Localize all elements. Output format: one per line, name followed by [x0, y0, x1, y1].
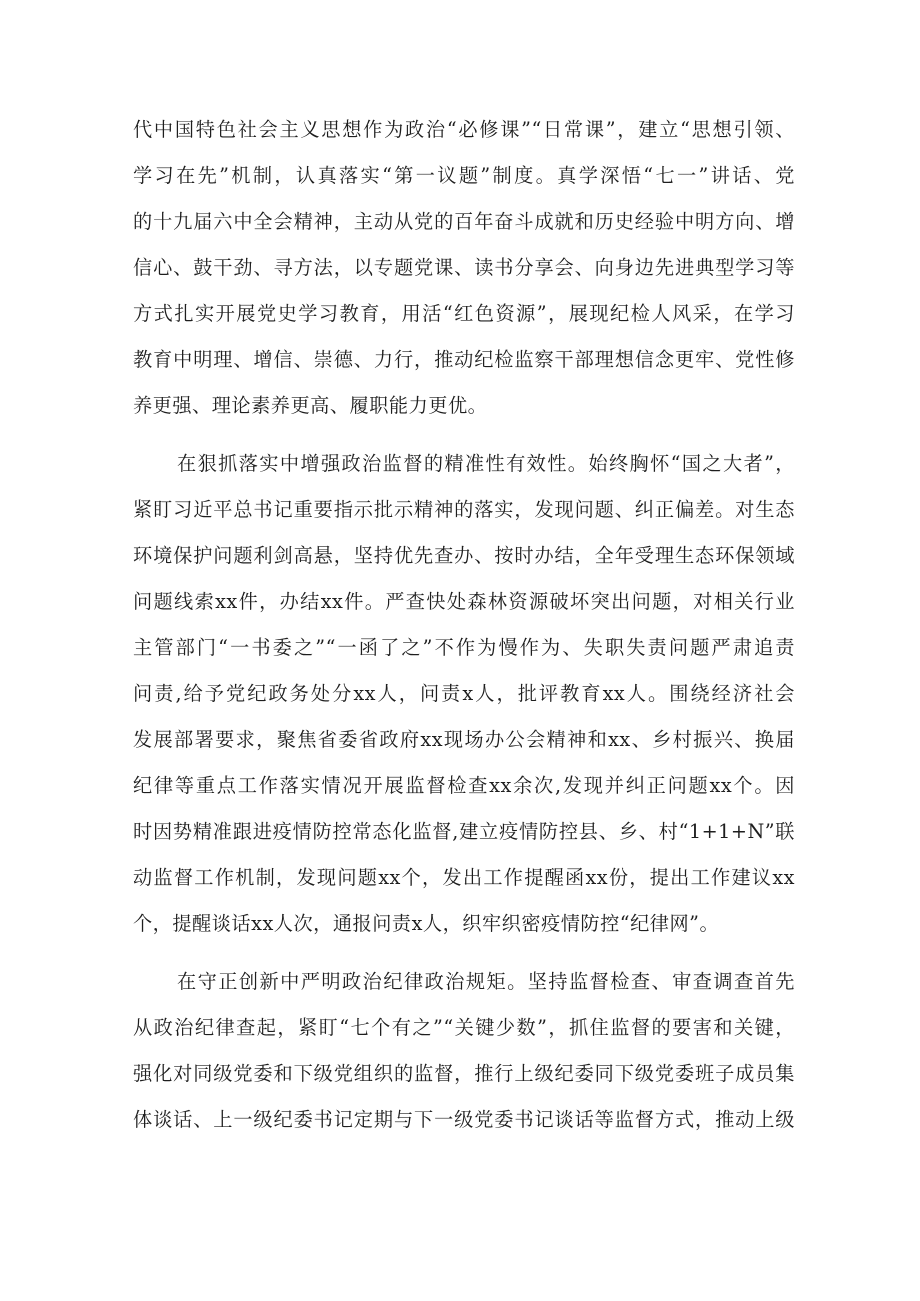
text-line: 时因势精准跟进疫情防控常态化监督,建立疫情防控县、乡、村“1+1+N”联 [133, 820, 795, 843]
text-line: 个，提醒谈话xx人次，通报问责x人，织牢织密疫情防控“纪律网”。 [133, 912, 720, 935]
paragraph-gap [133, 947, 795, 959]
text-line: 紧盯习近平总书记重要指示批示精神的落实，发现问题、纠正偏差。对生态 [133, 498, 795, 521]
text-line: 代中国特色社会主义思想作为政治“必修课”“日常课”，建立“思想引领、 [133, 118, 795, 141]
text-line: 问责,给予党纪政务处分xx人，问责x人，批评教育xx人。围绕经济社会 [133, 682, 795, 705]
text-line: 教育中明理、增信、崇德、力行，推动纪检监察干部理想信念更牢、党性修 [133, 348, 795, 371]
text-line: 纪律等重点工作落实情况开展监督检查xx余次,发现并纠正问题xx个。因 [133, 774, 795, 797]
text-line: 主管部门“一书委之”“一函了之”不作为慢作为、失职失责问题严肃追责 [133, 636, 795, 659]
text-line: 强化对同级党委和下级党组织的监督，推行上级纪委同下级党委班子成员集 [133, 1062, 795, 1085]
text-line: 在狠抓落实中增强政治监督的精准性有效性。始终胸怀“国之大者”， [177, 452, 795, 475]
text-line: 体谈话、上一级纪委书记定期与下一级党委书记谈话等监督方式，推动上级 [133, 1108, 795, 1131]
text-line: 方式扎实开展党史学习教育，用活“红色资源”，展现纪检人风采，在学习 [133, 302, 795, 325]
paragraph-2 [133, 441, 795, 947]
text-line: 信心、鼓干劲、寻方法，以专题党课、读书分享会、向身边先进典型学习等 [133, 256, 795, 279]
paragraph-gap [133, 429, 795, 441]
text-line: 的十九届六中全会精神，主动从党的百年奋斗成就和历史经验中明方向、增 [133, 210, 795, 233]
paragraph-3 [133, 959, 795, 1143]
paragraph-1 [133, 107, 795, 429]
text-line: 问题线索xx件，办结xx件。严查快处森林资源破坏突出问题，对相关行业 [133, 590, 795, 613]
text-line: 发展部署要求，聚焦省委省政府xx现场办公会精神和xx、乡村振兴、换届 [133, 728, 795, 751]
text-line: 在守正创新中严明政治纪律政治规矩。坚持监督检查、审查调查首先 [177, 970, 795, 993]
document-body [133, 107, 795, 1143]
text-line: 学习在先”机制，认真落实“第一议题”制度。真学深悟“七一”讲话、党 [133, 164, 795, 187]
text-line: 从政治纪律查起，紧盯“七个有之”“关键少数”，抓住监督的要害和关键， [133, 1016, 795, 1039]
text-line: 动监督工作机制，发现问题xx个，发出工作提醒函xx份，提出工作建议xx [133, 866, 795, 889]
text-line: 环境保护问题利剑高悬，坚持优先查办、按时办结，全年受理生态环保领域 [133, 544, 795, 567]
text-line: 养更强、理论素养更高、履职能力更优。 [133, 394, 488, 417]
